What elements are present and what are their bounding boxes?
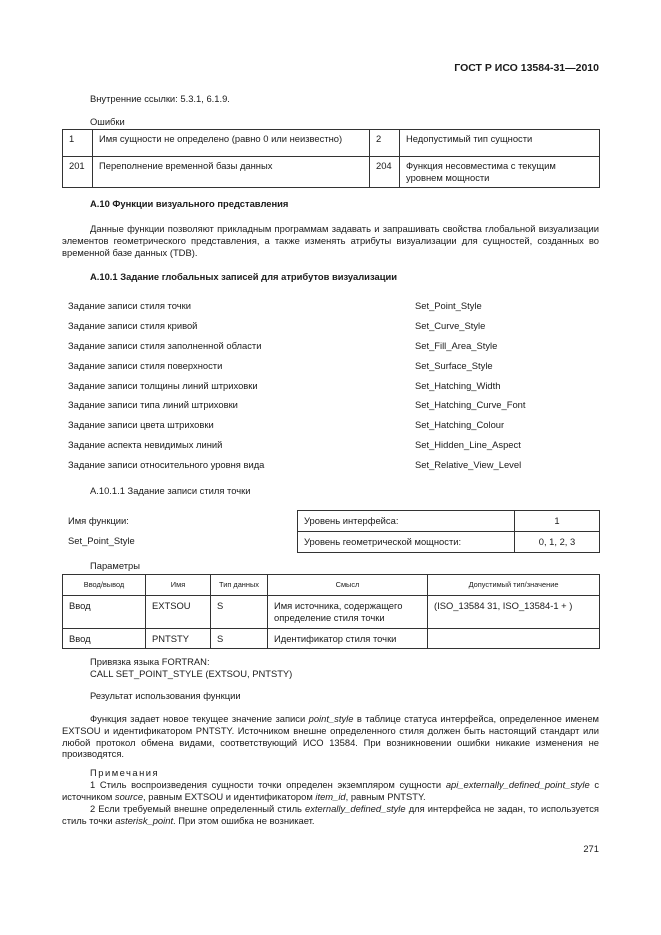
list-item bbox=[68, 300, 530, 320]
section-a10-title: А.10 Функции визуального представления bbox=[90, 198, 289, 209]
error-text: Переполнение временной базы данных bbox=[93, 157, 370, 188]
function-name: Задание записи относительного уровня вида bbox=[68, 459, 265, 470]
function-code: Set_Hatching_Curve_Font bbox=[415, 399, 526, 410]
note-part: 2 Если требуемый внешне определенный стиль bbox=[90, 803, 306, 814]
interface-level-value: 1 bbox=[515, 511, 600, 532]
function-name: Задание записи стиля заполненной области bbox=[68, 340, 262, 351]
power-level-value: 0, 1, 2, 3 bbox=[515, 532, 600, 553]
note-part: , равным PNTSTY. bbox=[345, 790, 426, 802]
error-text: Имя сущности не определено (равно 0 или неизвестно) bbox=[93, 130, 370, 157]
result-text-italic: point_style bbox=[308, 713, 354, 724]
error-text: Недопустимый тип сущности bbox=[400, 130, 600, 157]
function-code: Set_Relative_View_Level bbox=[415, 459, 522, 470]
param-allowed: (ISO_13584 31, ISO_13584-1 + ) bbox=[428, 596, 600, 629]
error-code: 2 bbox=[370, 130, 400, 157]
function-name: Задание записи типа линий штриховки bbox=[68, 399, 238, 410]
function-name: Задание записи толщины линий штриховки bbox=[68, 380, 258, 391]
params-label: Параметры bbox=[90, 560, 140, 571]
list-item bbox=[68, 360, 530, 380]
table-header-row bbox=[63, 575, 600, 596]
table-row bbox=[63, 596, 600, 629]
table-row bbox=[63, 157, 600, 188]
list-item bbox=[68, 340, 530, 360]
param-meaning: Имя источника, содержащего определение стиля точки bbox=[268, 596, 428, 629]
param-io: Ввод bbox=[63, 596, 146, 629]
function-code: Set_Hidden_Line_Aspect bbox=[415, 439, 521, 450]
param-type: S bbox=[211, 596, 268, 629]
notes-label: Примечания bbox=[90, 767, 160, 778]
function-name: Задание аспекта невидимых линий bbox=[68, 439, 223, 450]
error-code: 201 bbox=[63, 157, 93, 188]
param-meaning: Идентификатор стиля точки bbox=[268, 628, 428, 649]
errors-table bbox=[62, 129, 600, 188]
page-number: 271 bbox=[583, 843, 599, 854]
list-item bbox=[68, 419, 530, 439]
error-code: 204 bbox=[370, 157, 400, 188]
note-italic: asterisk_point bbox=[115, 814, 174, 826]
power-level-label: Уровень геометрической мощности: bbox=[298, 532, 515, 553]
errors-label: Ошибки bbox=[90, 116, 125, 127]
internal-refs: Внутренние ссылки: 5.3.1, 6.1.9. bbox=[90, 93, 230, 104]
note-part: 1 Стиль воспроизведения сущности точки определен экземпляром сущности bbox=[90, 779, 446, 790]
result-text bbox=[62, 713, 599, 760]
param-type: S bbox=[211, 628, 268, 649]
result-label: Результат использования функции bbox=[90, 690, 241, 701]
note-italic: api_externally_defined_point_style bbox=[445, 779, 590, 790]
note-part: , равным EXTSOU и идентификатором bbox=[143, 790, 316, 802]
function-code: Set_Hatching_Colour bbox=[415, 419, 505, 430]
function-name: Задание записи стиля поверхности bbox=[68, 360, 223, 371]
param-allowed bbox=[428, 628, 600, 649]
note-italic: externally_defined_style bbox=[305, 803, 406, 814]
list-item bbox=[68, 380, 530, 400]
result-text-part: в таблице статуса интерфейса, определенное именем EXTSOU и идентификатором PNTSTY. Источником внешне определенного стиля должен быть настоящий стандарт или любой протокол обмена видами, соответствующий ИСО 13584. При возникновении ошибки никакие изменения не производятся. bbox=[62, 713, 599, 760]
list-item bbox=[68, 439, 530, 459]
list-item bbox=[68, 459, 530, 479]
fortran-label: Привязка языка FORTRAN: bbox=[90, 656, 210, 667]
list-item bbox=[68, 320, 530, 340]
column-header: Тип данных bbox=[211, 575, 268, 596]
section-a1011-title: А.10.1.1 Задание записи стиля точки bbox=[90, 485, 251, 496]
function-code: Set_Fill_Area_Style bbox=[415, 340, 498, 351]
table-row bbox=[298, 532, 600, 553]
note-part: . При этом ошибка не возникает. bbox=[173, 814, 315, 826]
column-header: Допустимый тип/значение bbox=[428, 575, 600, 596]
interface-level-label: Уровень интерфейса: bbox=[298, 511, 515, 532]
error-code: 1 bbox=[63, 130, 93, 157]
function-code: Set_Surface_Style bbox=[415, 360, 493, 371]
function-name: Задание записи цвета штриховки bbox=[68, 419, 214, 430]
table-row bbox=[63, 130, 600, 157]
param-name: PNTSTY bbox=[146, 628, 211, 649]
column-header: Смысл bbox=[268, 575, 428, 596]
table-row bbox=[298, 511, 600, 532]
function-code: Set_Point_Style bbox=[415, 300, 482, 311]
note-2 bbox=[62, 803, 599, 827]
note-part: для интерфейса не задан, то используется стиль точки bbox=[62, 803, 599, 826]
section-a101-title: А.10.1 Задание глобальных записей для атрибутов визуализации bbox=[90, 271, 397, 282]
note-italic: source bbox=[114, 790, 144, 802]
function-code: Set_Hatching_Width bbox=[415, 380, 501, 391]
note-1 bbox=[62, 779, 599, 803]
function-name: Задание записи стиля точки bbox=[68, 300, 191, 311]
note-italic: item_id bbox=[315, 790, 346, 802]
level-table bbox=[297, 510, 600, 553]
function-name-label: Имя функции: bbox=[68, 515, 129, 526]
table-row bbox=[63, 628, 600, 649]
param-name: EXTSOU bbox=[146, 596, 211, 629]
function-name-value: Set_Point_Style bbox=[68, 535, 135, 546]
column-header: Имя bbox=[146, 575, 211, 596]
function-name: Задание записи стиля кривой bbox=[68, 320, 198, 331]
function-code: Set_Curve_Style bbox=[415, 320, 486, 331]
column-header: Ввод/вывод bbox=[63, 575, 146, 596]
section-a10-text: Данные функции позволяют прикладным программам задавать и запрашивать свойства глобальной визуализации элементов геометрического представления, а также изменять атрибуты визуализации для сущностей, созданных во временной базе данных (TDB). bbox=[62, 223, 599, 258]
list-item bbox=[68, 399, 530, 419]
result-text-part: Функция задает новое текущее значение записи bbox=[90, 713, 309, 724]
fortran-call: CALL SET_POINT_STYLE (EXTSOU, PNTSTY) bbox=[90, 668, 293, 679]
note-part: с источником bbox=[62, 779, 600, 802]
param-io: Ввод bbox=[63, 628, 146, 649]
error-text: Функция несовместима с текущим уровнем мощности bbox=[400, 157, 600, 188]
document-header: ГОСТ Р ИСО 13584-31—2010 bbox=[454, 62, 599, 74]
params-table bbox=[62, 574, 600, 649]
